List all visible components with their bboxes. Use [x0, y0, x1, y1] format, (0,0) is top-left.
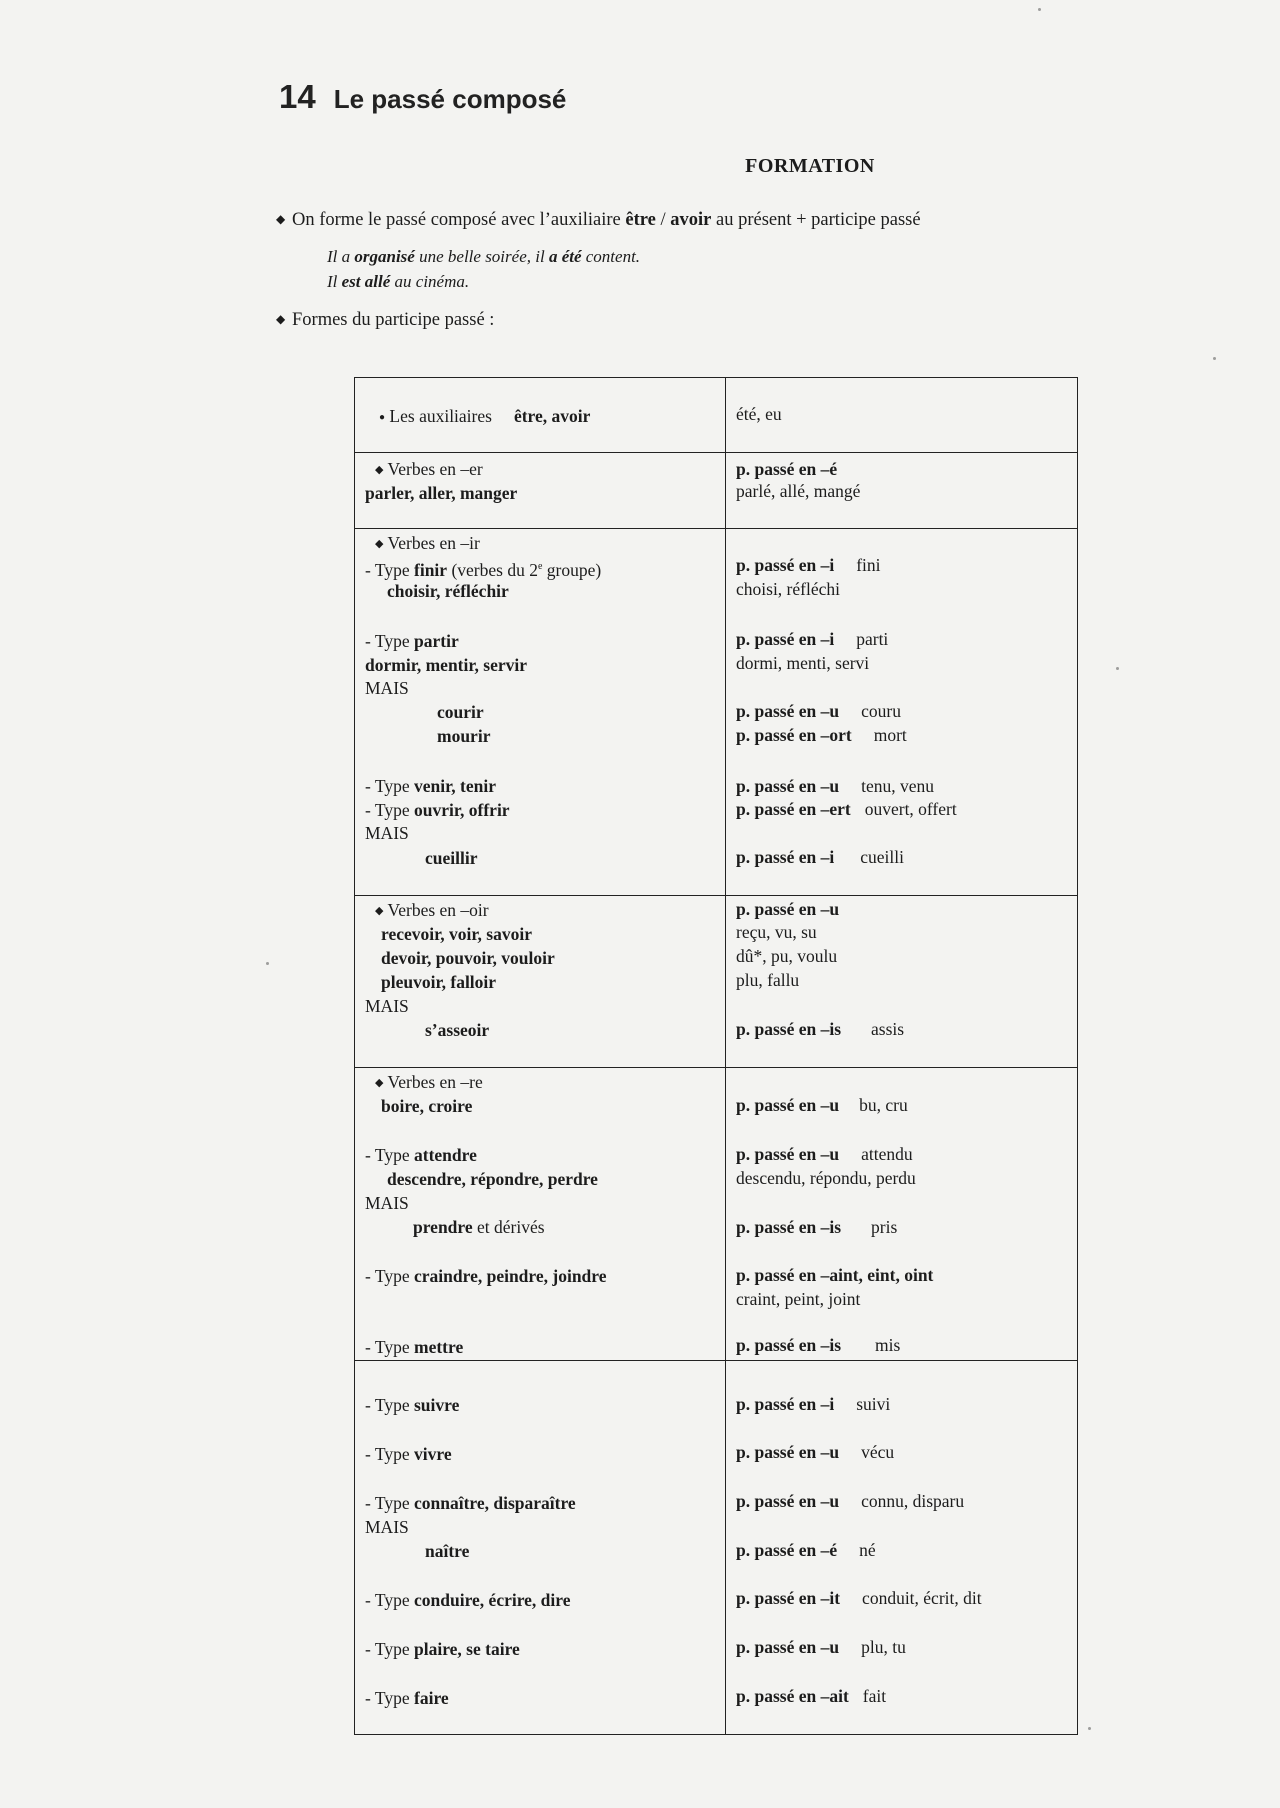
- table-cell: - Type mettre: [365, 1337, 464, 1357]
- table-cell: descendu, répondu, perdu: [736, 1168, 916, 1188]
- column-divider: [725, 378, 726, 1734]
- table-cell: p. passé en –u: [736, 899, 840, 919]
- table-cell: p. passé en –is assis: [736, 1019, 905, 1039]
- table-cell: - Type conduire, écrire, dire: [365, 1590, 571, 1610]
- table-cell: - Type attendre: [365, 1145, 477, 1165]
- table-cell: p. passé en –ert ouvert, offert: [736, 799, 957, 819]
- row-divider: [355, 895, 1077, 896]
- table-cell: p. passé en –i suivi: [736, 1394, 891, 1414]
- scan-speck: [1088, 1727, 1091, 1730]
- table-cell: p. passé en –u plu, tu: [736, 1637, 906, 1657]
- table-cell: p. passé en –u connu, disparu: [736, 1491, 965, 1511]
- table-cell: - Type ouvrir, offrir: [365, 800, 510, 820]
- table-cell: été, eu: [736, 404, 782, 424]
- table-cell: p. passé en –i parti: [736, 629, 889, 649]
- participle-forms-heading: ◆ Formes du participe passé :: [276, 310, 495, 330]
- table-cell: boire, croire: [381, 1096, 473, 1116]
- row-divider: [355, 1360, 1077, 1361]
- table-cell: p. passé en –aint, eint, oint: [736, 1265, 934, 1285]
- table-cell: ◆ Verbes en –ir: [375, 533, 480, 553]
- table-cell: p. passé en –é: [736, 459, 838, 479]
- section-title: FORMATION: [745, 155, 875, 177]
- table-cell: p. passé en –i cueilli: [736, 847, 904, 867]
- table-cell: MAIS: [365, 996, 409, 1016]
- table-cell: p. passé en –is pris: [736, 1217, 898, 1237]
- table-cell: - Type finir (verbes du 2e groupe): [365, 559, 602, 580]
- table-cell: reçu, vu, su: [736, 922, 817, 942]
- table-cell: parler, aller, manger: [365, 483, 518, 503]
- example-sentence-2: Il est allé au cinéma.: [327, 272, 470, 291]
- table-cell: dormir, mentir, servir: [365, 655, 528, 675]
- table-cell: plu, fallu: [736, 970, 800, 990]
- table-cell: p. passé en –u couru: [736, 701, 901, 721]
- table-cell: choisi, réfléchi: [736, 579, 840, 599]
- table-cell: p. passé en –it conduit, écrit, dit: [736, 1588, 982, 1608]
- table-cell: p. passé en –ait fait: [736, 1686, 887, 1706]
- table-cell: - Type venir, tenir: [365, 776, 496, 796]
- table-cell: parlé, allé, mangé: [736, 481, 861, 501]
- table-cell: prendre et dérivés: [413, 1217, 545, 1237]
- chapter-heading: [279, 78, 566, 116]
- table-cell: ◆ Verbes en –re: [375, 1072, 483, 1092]
- table-cell: p. passé en –u bu, cru: [736, 1095, 908, 1115]
- table-cell: MAIS: [365, 1193, 409, 1213]
- table-cell: - Type suivre: [365, 1395, 460, 1415]
- scan-speck: [1116, 667, 1119, 670]
- table-cell: p. passé en –u tenu, venu: [736, 776, 934, 796]
- row-divider: [355, 528, 1077, 529]
- table-cell: descendre, répondre, perdre: [387, 1169, 598, 1189]
- table-cell: p. passé en –u attendu: [736, 1144, 913, 1164]
- table-cell: dormi, menti, servi: [736, 653, 870, 673]
- table-cell: ◆ Verbes en –oir: [375, 900, 489, 920]
- table-cell: recevoir, voir, savoir: [381, 924, 532, 944]
- table-cell: dû*, pu, voulu: [736, 946, 838, 966]
- diamond-bullet-icon: ◆: [276, 312, 286, 326]
- table-cell: MAIS: [365, 1517, 409, 1537]
- example-sentence-1: Il a organisé une belle soirée, il a été content.: [327, 247, 641, 266]
- table-cell: naître: [425, 1541, 470, 1561]
- participle-table: [354, 377, 1078, 1735]
- table-cell: craint, peint, joint: [736, 1289, 861, 1309]
- chapter-number: 14: [279, 78, 316, 115]
- table-cell: p. passé en –é né: [736, 1540, 876, 1560]
- table-cell: cueillir: [425, 848, 478, 868]
- table-cell: - Type faire: [365, 1688, 449, 1708]
- table-cell: mourir: [437, 726, 491, 746]
- table-cell: s’asseoir: [425, 1020, 490, 1040]
- scan-speck: [1038, 8, 1041, 11]
- diamond-bullet-icon: ◆: [276, 212, 286, 226]
- table-cell: choisir, réfléchir: [387, 581, 509, 601]
- table-cell: courir: [437, 702, 484, 722]
- table-cell: p. passé en –u vécu: [736, 1442, 895, 1462]
- table-cell: p. passé en –ort mort: [736, 725, 907, 745]
- row-divider: [355, 1067, 1077, 1068]
- table-cell: ◆ Verbes en –er: [375, 459, 483, 479]
- table-cell: - Type craindre, peindre, joindre: [365, 1266, 607, 1286]
- table-cell: MAIS: [365, 823, 409, 843]
- scan-speck: [1213, 357, 1216, 360]
- table-cell: p. passé en –is mis: [736, 1335, 901, 1355]
- scan-speck: [266, 962, 269, 965]
- table-cell: MAIS: [365, 678, 409, 698]
- table-cell: ● Les auxiliaires être, avoir: [379, 406, 591, 426]
- table-cell: - Type connaître, disparaître: [365, 1493, 576, 1513]
- table-cell: - Type partir: [365, 631, 459, 651]
- row-divider: [355, 452, 1077, 453]
- table-cell: devoir, pouvoir, vouloir: [381, 948, 555, 968]
- table-cell: p. passé en –i fini: [736, 555, 881, 575]
- table-cell: pleuvoir, falloir: [381, 972, 497, 992]
- chapter-title: Le passé composé: [333, 84, 567, 114]
- intro-rule: ◆ On forme le passé composé avec l’auxiliaire être / avoir au présent + participe passé: [276, 210, 921, 230]
- table-cell: - Type vivre: [365, 1444, 452, 1464]
- table-cell: - Type plaire, se taire: [365, 1639, 520, 1659]
